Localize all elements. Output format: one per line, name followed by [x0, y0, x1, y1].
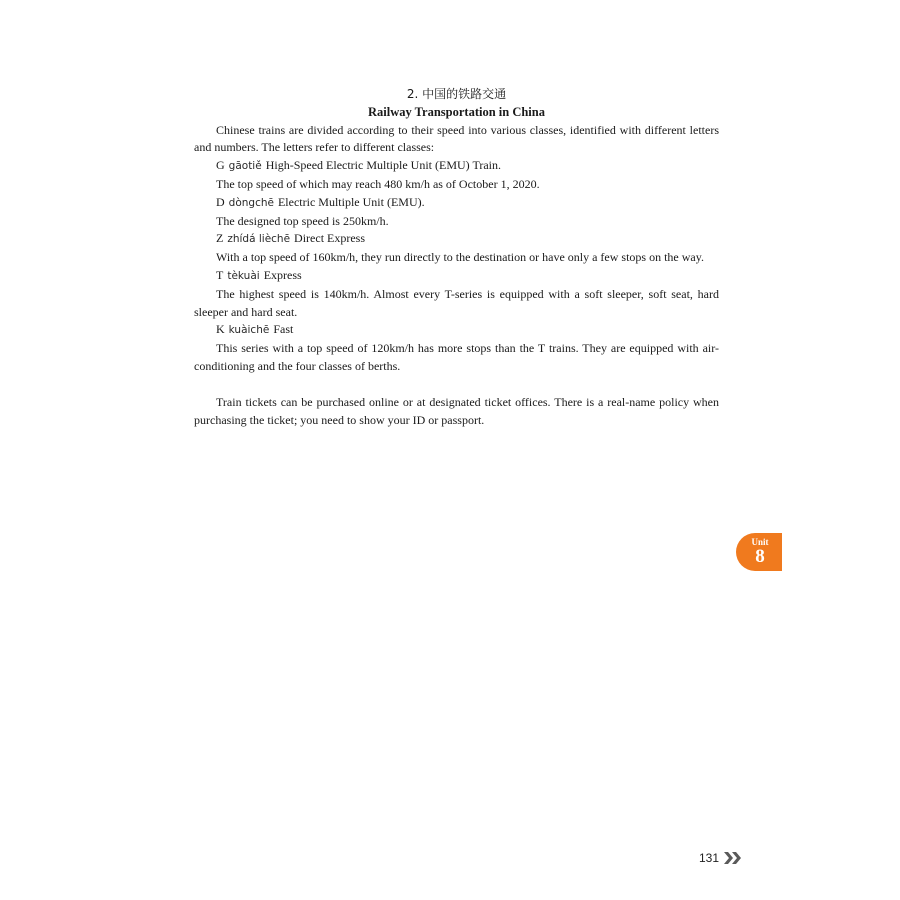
class-pinyin: gāotiě — [228, 160, 262, 173]
unit-tab — [736, 533, 782, 571]
class-pinyin: zhídá lièchē — [227, 233, 291, 246]
double-chevron-right-icon — [724, 852, 742, 864]
train-class-t-description: The highest speed is 140km/h. Almost every T-series is equipped with a soft sleeper, soft seat, hard sleeper and hard seat. — [194, 286, 719, 319]
train-class-z-description: With a top speed of 160km/h, they run directly to the destination or have only a few stops on the way. — [216, 250, 704, 265]
class-letter: T — [216, 267, 224, 282]
class-pinyin: tèkuài — [227, 269, 260, 282]
train-class-t — [194, 267, 719, 286]
tickets-paragraph: Train tickets can be purchased online or at designated ticket offices. There is a real-name policy when purchasing the ticket; you need to show your ID or passport. — [194, 394, 719, 427]
class-letter: G — [216, 158, 225, 173]
class-letter: K — [216, 322, 225, 337]
unit-number: 8 — [755, 546, 765, 567]
train-class-k — [194, 321, 719, 340]
class-name: High-Speed Electric Multiple Unit (EMU) Train. — [265, 158, 502, 173]
train-class-g-description: The top speed of which may reach 480 km/h as of October 1, 2020. — [216, 176, 540, 191]
class-letter: Z — [216, 231, 224, 246]
train-class-d-description: The designed top speed is 250km/h. — [216, 213, 389, 228]
train-class-d — [194, 194, 719, 213]
page-text-block — [194, 86, 719, 429]
unit-label: Unit — [751, 537, 769, 547]
train-class-k-description: This series with a top speed of 120km/h has more stops than the T trains. They are equipped with air-conditioning and the four classes of berths. — [194, 341, 719, 373]
class-pinyin: kuàichē — [228, 324, 270, 337]
intro-paragraph: Chinese trains are divided according to their speed into various classes, identified with different letters and numbers. The letters refer to different classes: — [194, 122, 719, 155]
class-name: Electric Multiple Unit (EMU). — [277, 194, 425, 209]
paragraph-gap — [194, 376, 719, 394]
class-pinyin: dòngchē — [228, 196, 274, 209]
section-title-chinese: 2. 中国的铁路交通 — [406, 87, 507, 101]
class-name: Fast — [273, 322, 294, 337]
class-letter: D — [216, 194, 225, 209]
page-number: 131 — [699, 851, 720, 865]
train-class-g — [194, 157, 719, 176]
section-title-english: Railway Transportation in China — [367, 104, 545, 119]
class-name: Direct Express — [294, 231, 366, 246]
page-footer — [699, 849, 742, 867]
class-name: Express — [263, 267, 302, 282]
train-class-z — [194, 230, 719, 249]
